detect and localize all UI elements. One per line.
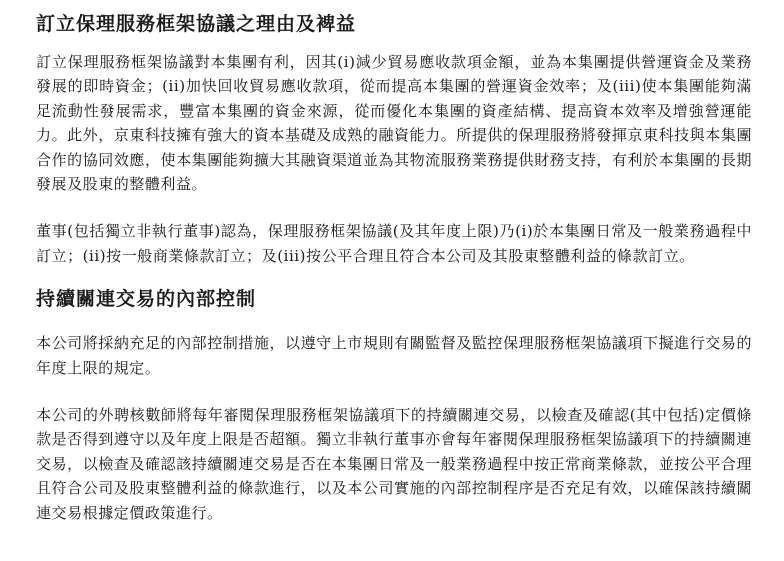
paragraph-auditor-review: 本公司的外聘核數師將每年審閱保理服務框架協議項下的持續關連交易，以檢查及確認(其中包括)定價條款是否得到遵守以及年度上限是否超額。獨立非執行董事亦會每年審閱保理服務框架協議項下的持續關連交易，以檢查及確認該持續關連交易是否在本集團日常及一般業務過程中按正常商業條款，並按公平合理且符合公司及股東整體利益的條款進行，以及本公司實施的內部控制程序是否充足有效，以確保該持續關連交易根據定價政策進行。	[36, 406, 752, 522]
paragraph-internal-control-measures: 本公司將採納充足的內部控制措施，以遵守上市規則有關監督及監控保理服務框架協議項下擬進行交易的年度上限的規定。	[36, 334, 752, 377]
paragraph-directors-view: 董事(包括獨立非執行董事)認為，保理服務框架協議(及其年度上限)乃(i)於本集團日常及一般業務過程中訂立；(ii)按一般商業條款訂立；及(iii)按公平合理且符合本公司及其股東整體利益的條款訂立。	[36, 222, 752, 265]
paragraph-reasons: 訂立保理服務框架協議對本集團有利，因其(i)減少貿易應收款項金額，並為本集團提供營運資金及業務發展的即時資金；(ii)加快回收貿易應收款項，從而提高本集團的營運資金效率；及(iii)使本集團能夠滿足流動性發展需求，豐富本集團的資金來源，從而優化本集團的資產結構、提高資本效率及增強營運能力。此外，京東科技擁有強大的資本基礎及成熟的融資能力。所提供的保理服務將發揮京東科技與本集團合作的協同效應，使本集團能夠擴大其融資渠道並為其物流服務業務提供財務支持，有利於本集團的長期發展及股東的整體利益。	[36, 53, 752, 194]
section-heading-reasons-benefits: 訂立保理服務框架協議之理由及裨益	[36, 13, 357, 35]
section-heading-internal-control: 持續關連交易的內部控制	[36, 288, 257, 311]
document-page	[36, 12, 752, 525]
